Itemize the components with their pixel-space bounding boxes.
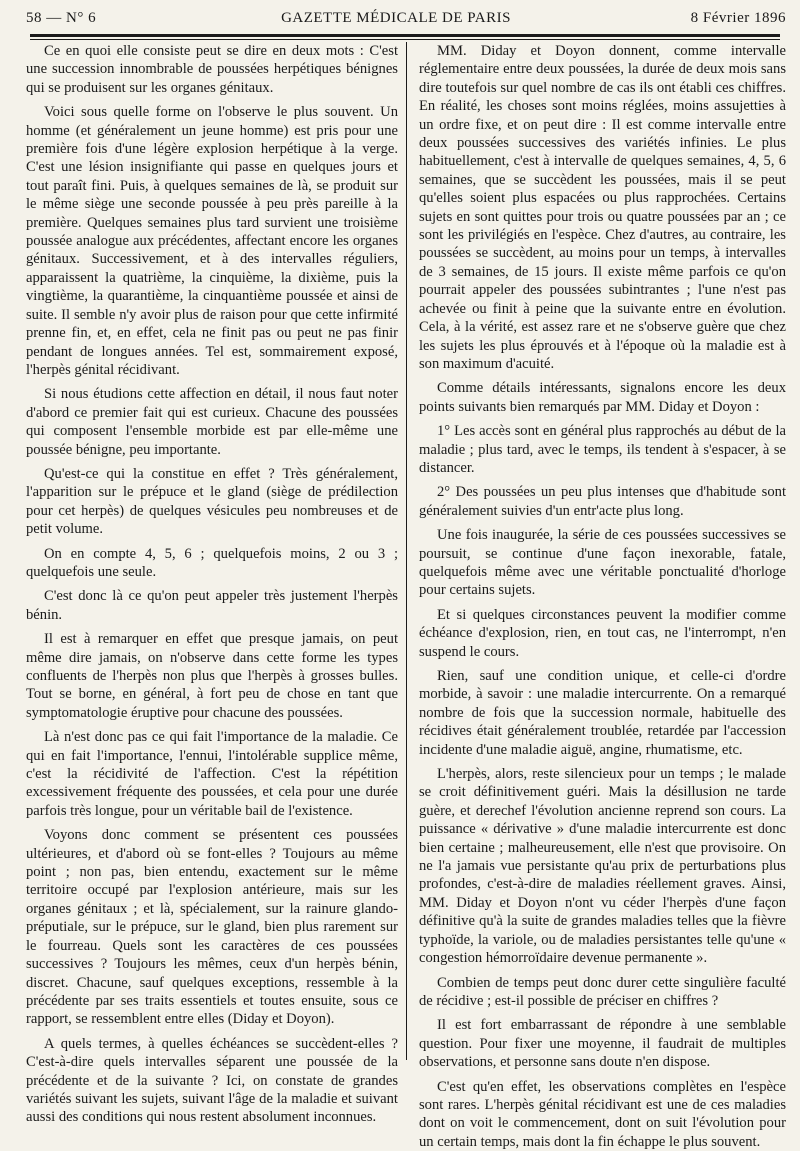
left-column	[26, 42, 406, 1126]
paragraph: 2° Des poussées un peu plus intenses que d'habitude sont généralement suivies d'un entr'acte plus long.	[419, 484, 786, 519]
paragraph: MM. Diday et Doyon donnent, comme intervalle réglementaire entre deux poussées, la durée de deux mois sans dire toutefois sur quel nombre de cas ils ont établi ces chiffres. En réalité, les choses sont moins réglées, moins assujetties à un ordre fixe, et on peut dire : Il est comme intervalle entre deux poussées successives des variétés infinies. Le plus habituellement, c'est à intervalle de quelques semaines, 4, 5, 6 semaines, que se succèdent les poussées, mais il se peut qu'elles soient plus espacées ou plus rapprochées. Certains sujets en sont quittes pour trois ou quatre poussées par an ; ce sont les privilégiés en l'espèce. Chez d'autres, au contraire, les poussées se succèdent, au moins pour un temps, à intervalles de 3 semaines, de 15 jours. Il existe même parfois ce qu'on pourrait appeler des poussées subintrantes ; l'une n'est pas achevée ou finit à peine que la suivante entre en évolution. Cela, à la vérité, est assez rare et ne s'observe guère que chez les sujets les plus éprouvés et à l'époque où la maladie est à son maximum d'acuité.	[419, 43, 786, 372]
paragraph: A quels termes, à quelles échéances se succèdent-elles ? C'est-à-dire quels intervalles séparent une poussée de la précédente et de la suivante ? Ici, on constate de grandes variétés suivant les sujets, suivant l'âge de la maladie et suivant aussi des conditions qui nous restent absolument inconnues.	[26, 1035, 398, 1126]
paragraph: Comme détails intéressants, signalons encore les deux points suivants bien remarqués par MM. Diday et Doyon :	[419, 380, 786, 415]
header-rule	[30, 34, 780, 40]
paragraph: 1° Les accès sont en général plus rapprochés au début de la maladie ; plus tard, avec le temps, ils tendent à s'espacer, à se distancer.	[419, 423, 786, 476]
paragraph: Il est à remarquer en effet que presque jamais, on peut même dire jamais, on n'observe dans cette forme les types confluents de l'herpès non plus que l'herpès à grosses bulles. Tout se borne, en général, à fort peu de chose en tant que symptomatologie éruptive pour chacune des poussées.	[26, 631, 398, 721]
paragraph: Là n'est donc pas ce qui fait l'importance de la maladie. Ce qui en fait l'importance, l'ennui, l'intolérable supplice même, c'est la récidivité de l'affection. C'est la répétition excessivement fréquente des poussées, et cela pour une durée parfois très longue, pour un véritable bail de l'existence.	[26, 729, 398, 819]
paragraph: L'herpès, alors, reste silencieux pour un temps ; le malade se croit définitivement guéri. Mais la désillusion ne tarde guère, et derechef l'évolution ancienne reprend son cours. La puissance « dérivative » d'une maladie intercurrente est donc bien certaine ; malheureusement, elle n'est que provisoire. On ne l'a jamais vue persistante qu'au prix de perturbations plus profondes, c'est-à-dire de maladies réellement graves. Ainsi, MM. Diday et Doyon n'ont vu céder l'herpès d'une façon définitive qu'à la suite de grandes maladies telles que la fièvre typhoïde, la variole, ou de maladies persistantes telle qu'une « congestion hémorroïdaire devenue permanente ».	[419, 766, 786, 967]
issue-date: 8 Février 1896	[690, 9, 786, 26]
paragraph: Il est fort embarrassant de répondre à une semblable question. Pour fixer une moyenne, il faudrait de multiples observations, et personne sans doute n'en dispose.	[419, 1017, 786, 1071]
paragraph: On en compte 4, 5, 6 ; quelquefois moins, 2 ou 3 ; quelquefois une seule.	[26, 545, 398, 580]
paragraph: Rien, sauf une condition unique, et celle-ci d'ordre morbide, à savoir : une maladie intercurrente. On a remarqué nombre de fois que la succession normale, habituelle des récidives était généralement troublée, retardée par l'accession incidente d'une maladie aiguë, angine, rhumatisme, etc.	[419, 668, 786, 758]
paragraph: Si nous étudions cette affection en détail, il nous faut noter d'abord ce premier fait qui est curieux. Chacune des poussées qui composent l'ensemble morbide est par elle-même une poussée bénigne, peu importante.	[26, 386, 398, 458]
page-header	[26, 6, 786, 30]
paragraph: C'est qu'en effet, les observations complètes en l'espèce sont rares. L'herpès génital récidivant est une de ces maladies dont on voit le commencement, dont on suit l'évolution pour un certain temps, mais dont la fin échappe le plus souvent.	[419, 1078, 786, 1150]
right-column	[406, 42, 786, 1150]
paragraph: Qu'est-ce qui la constitue en effet ? Très généralement, l'apparition sur le prépuce et le gland (siège de prédilection pour cet herpès) de quelques vésicules peu nombreuses et de petit volume.	[26, 465, 398, 538]
paragraph: Voyons donc comment se présentent ces poussées ultérieures, et d'abord où se font-elles ? Toujours au même point ; non pas, bien entendu, exactement sur le même territoire occupé par l'explosion antérieure, mais sur les organes génitaux ; et là, spécialement, sur la rainure glando-préputiale, sur le prépuce, sur le gland, bien plus rarement sur le fourreau. Quels sont les caractères de ces poussées successives ? Toujours les mêmes, ceux d'un herpès bénin, discret. Chacune, sauf quelques exceptions, ressemble à la précédente par ses traits essentiels et toutes ensuite, sous ce rapport, se ressemblent entre elles (Diday et Doyon).	[26, 827, 398, 1028]
paragraph: Ce en quoi elle consiste peut se dire en deux mots : C'est une succession innombrable de poussées herpétiques bénignes qui se produisent sur les organes génitaux.	[26, 43, 398, 96]
paragraph: Et si quelques circonstances peuvent la modifier comme échéance d'explosion, rien, en tout cas, ne l'interrompt, n'en suspend le cours.	[419, 606, 786, 660]
paragraph: C'est donc là ce qu'on peut appeler très justement l'herpès bénin.	[26, 588, 398, 623]
journal-title: GAZETTE MÉDICALE DE PARIS	[281, 9, 511, 26]
article-body	[26, 42, 786, 1150]
paragraph: Une fois inaugurée, la série de ces poussées successives se poursuit, se continue d'une façon inexorable, fatale, quelquefois même avec une véritable ponctualité d'horloge pour certains sujets.	[419, 527, 786, 599]
page-number: 58 — N° 6	[26, 9, 97, 26]
paragraph: Combien de temps peut donc durer cette singulière faculté de récidive ; est-il possible de préciser en chiffres ?	[419, 974, 786, 1009]
paragraph: Voici sous quelle forme on l'observe le plus souvent. Un homme (et généralement un jeune homme) est pris pour une première fois d'une légère explosion herpétique à la verge. C'est une lésion insignifiante qui passe en quelques jours et tout paraît fini. Puis, à quelques semaines de là, se produit sur le même siège une seconde poussée à peu près pareille à la première. Quelques semaines plus tard survient une troisième poussée analogue aux précédentes, affectant encore les organes génitaux. Successivement, et à des intervalles réguliers, apparaissent la quatrième, la cinquième, la dixième, puis la vingtième, la quarantième, la cinquantième poussée et ainsi de suite. Il semble n'y avoir plus de raison pour que cette infirmité prenne fin, et, en effet, cela ne finit pas ou peut ne pas finir pendant de longues années. Tel est, sommairement exposé, l'herpès génital récidivant.	[26, 104, 398, 378]
